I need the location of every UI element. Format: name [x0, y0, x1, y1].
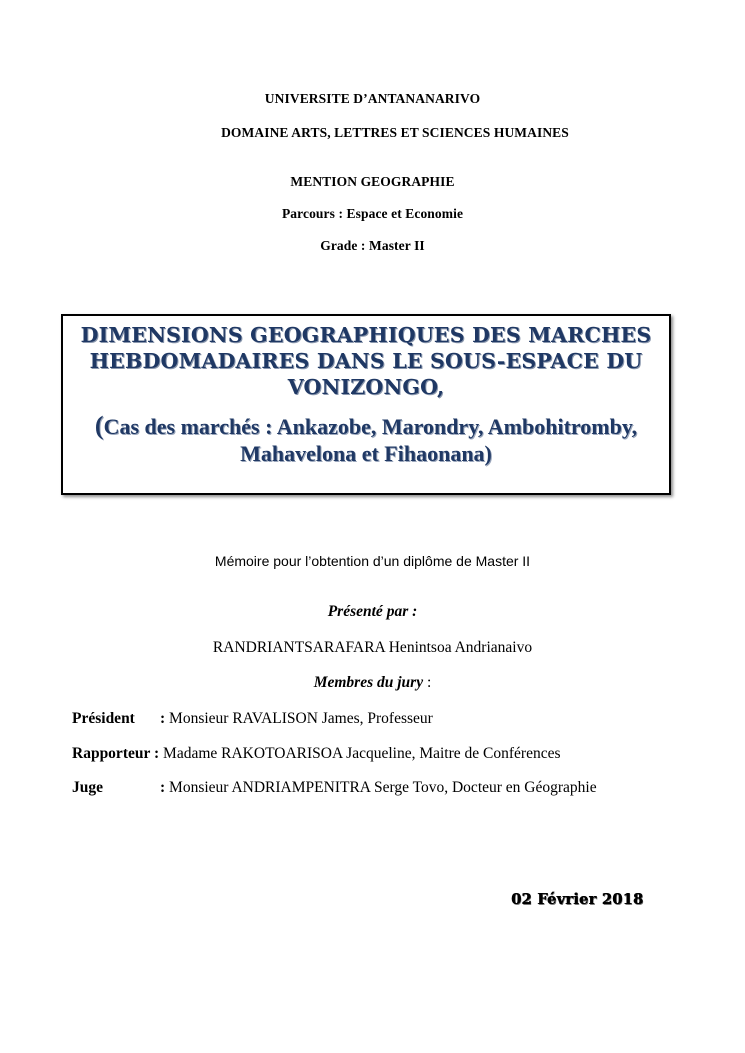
jury-member: Monsieur ANDRIAMPENITRA Serge Tovo, Docteur en Géographie: [165, 779, 597, 796]
mention: MENTION GEOGRAPHIE: [290, 174, 455, 189]
grade: Grade : Master II: [320, 238, 425, 253]
presented-by-label: Présenté par :: [327, 603, 418, 620]
jury-colon: :: [154, 745, 160, 762]
thesis-title-line-1: DIMENSIONS GEOGRAPHIQUES DES MARCHES: [80, 323, 652, 347]
jury-row-rapporteur: [72, 745, 561, 763]
thesis-subtitle: [63, 412, 669, 467]
domain-name: DOMAINE ARTS, LETTRES ET SCIENCES HUMAINES: [221, 125, 569, 140]
jury-row-juge: [72, 779, 597, 797]
jury-colon: :: [160, 710, 166, 727]
submission-date: 02 Février 2018: [511, 891, 644, 908]
subtitle-open-paren: (: [94, 411, 104, 440]
jury-member: Madame RAKOTOARISOA Jacqueline, Maitre de Conférences: [159, 745, 561, 762]
jury-heading: [0, 674, 745, 692]
jury-member: Monsieur RAVALISON James, Professeur: [165, 710, 433, 727]
jury-row-president: [72, 710, 433, 728]
jury-role: Rapporteur: [72, 745, 151, 762]
subtitle-line-1: Cas des marchés : Ankazobe, Marondry, Ambohitromby,: [103, 414, 638, 439]
thesis-title-box: [61, 314, 671, 495]
memoire-statement: Mémoire pour l’obtention d’un diplôme de Master II: [214, 553, 531, 569]
jury-colon: :: [160, 779, 166, 796]
parcours: Parcours : Espace et Economie: [281, 206, 464, 221]
jury-role: Président: [72, 710, 135, 727]
jury-label: Membres du jury: [313, 674, 424, 691]
thesis-title: [63, 322, 669, 400]
thesis-title-line-2: HEBDOMADAIRES DANS LE SOUS-ESPACE DU: [89, 349, 643, 373]
thesis-title-line-3: VONIZONGO,: [287, 375, 445, 399]
subtitle-line-2: Mahavelona et Fihaonana): [240, 441, 492, 466]
university-name: UNIVERSITE D’ANTANANARIVO: [264, 91, 481, 106]
author-name: RANDRIANTSARAFARA Henintsoa Andrianaivo: [212, 639, 533, 656]
jury-label-suffix: :: [423, 674, 432, 691]
jury-role: Juge: [72, 779, 103, 796]
